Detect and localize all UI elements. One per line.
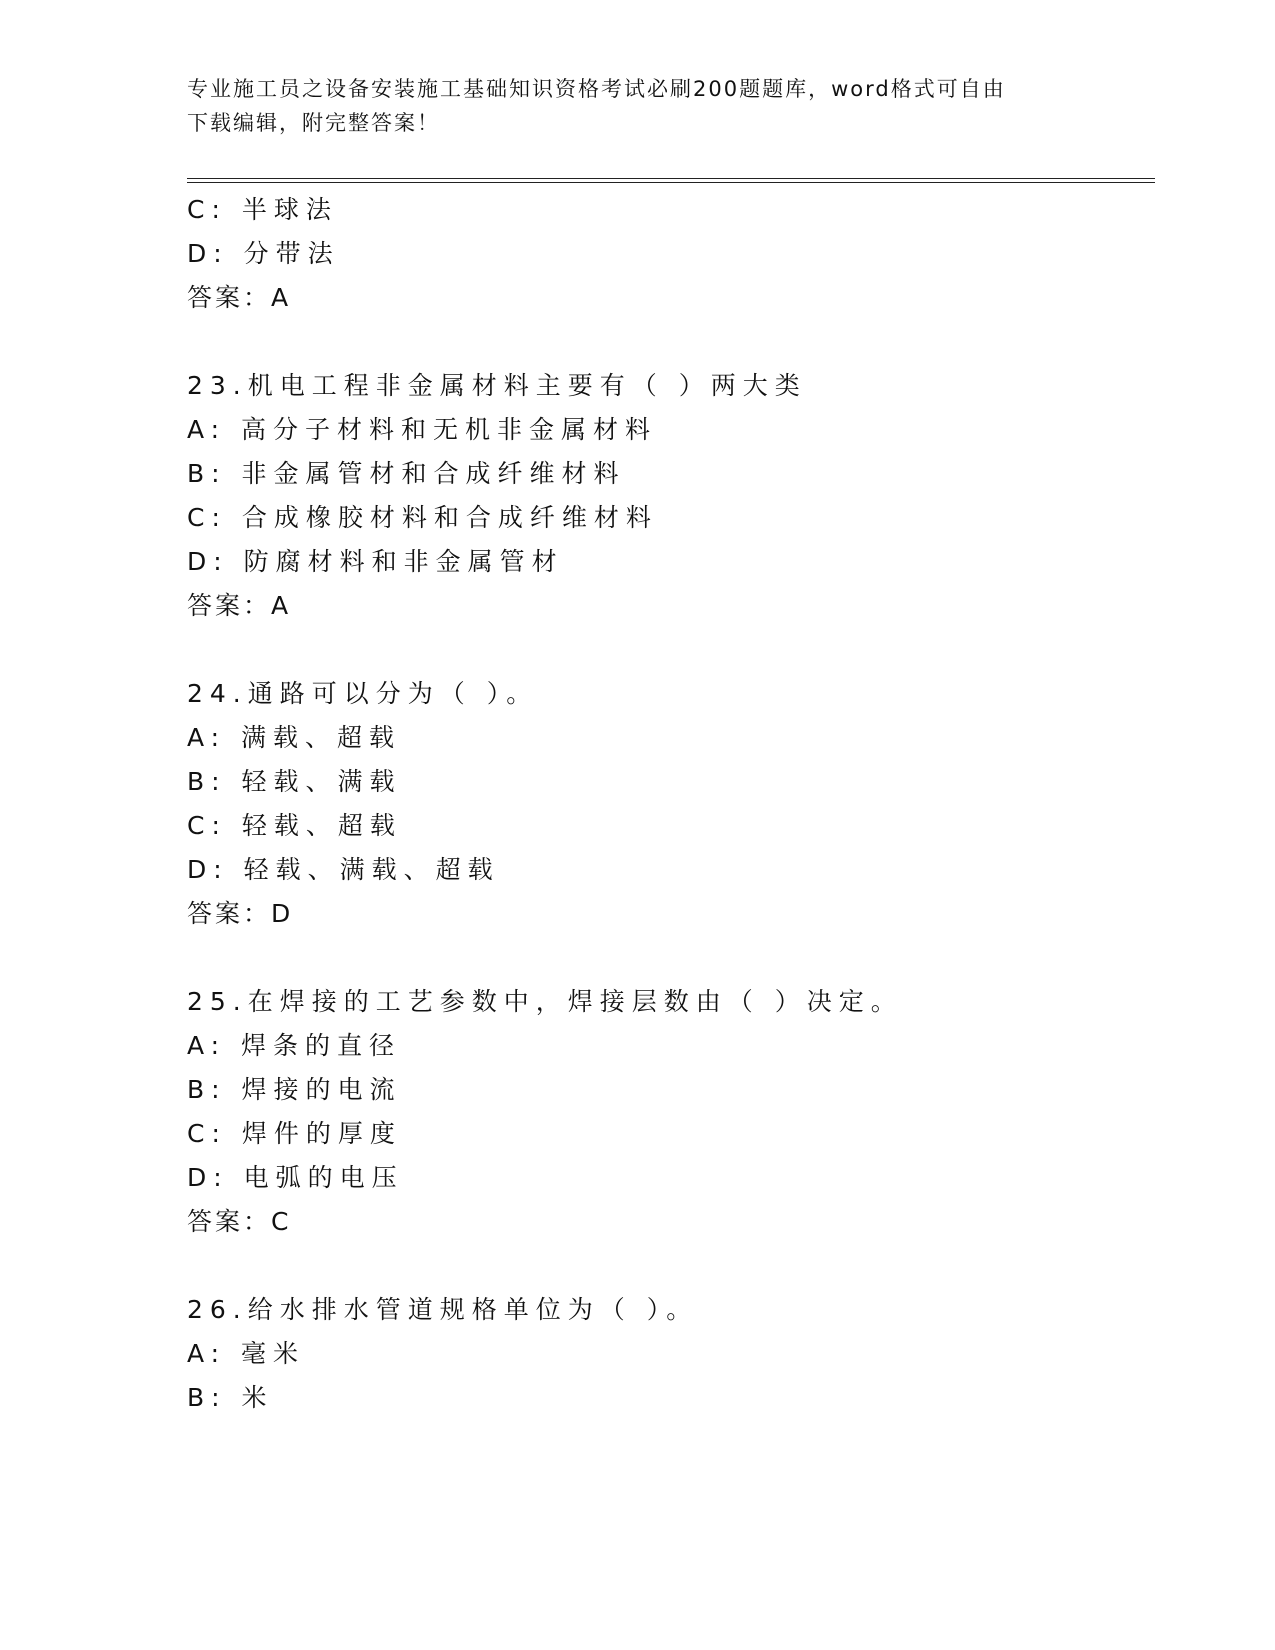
q25-option-c: C: 焊件的厚度	[187, 1119, 402, 1148]
q22-option-c: C: 半球法	[187, 195, 338, 224]
q24-option-d: D: 轻载、满载、超载	[187, 855, 500, 884]
q25-answer: 答案：C	[187, 1207, 292, 1236]
q22-answer: 答案：A	[187, 283, 292, 312]
q26-option-a: A: 毫米	[187, 1339, 306, 1368]
q23-option-b: B: 非金属管材和合成纤维材料	[187, 459, 626, 488]
q25-option-b: B: 焊接的电流	[187, 1075, 402, 1104]
q24-option-c: C: 轻载、超载	[187, 811, 402, 840]
q25-option-a: A: 焊条的直径	[187, 1031, 402, 1060]
q23-option-a: A: 高分子材料和无机非金属材料	[187, 415, 658, 444]
header-divider-top	[187, 178, 1155, 179]
q23-title: 23.机电工程非金属材料主要有（ ）两大类	[187, 371, 807, 400]
q22-option-d: D: 分带法	[187, 239, 340, 268]
q24-option-b: B: 轻载、满载	[187, 767, 402, 796]
q25-title: 25.在焊接的工艺参数中，焊接层数由（ ）决定。	[187, 987, 903, 1016]
q23-answer: 答案：A	[187, 591, 292, 620]
q24-answer: 答案：D	[187, 899, 294, 928]
q23-option-d: D: 防腐材料和非金属管材	[187, 547, 564, 576]
q26-title: 26.给水排水管道规格单位为（ ）。	[187, 1295, 699, 1324]
header-line-2: 下载编辑，附完整答案！	[187, 111, 440, 135]
q24-title: 24.通路可以分为（ ）。	[187, 679, 539, 708]
q26-option-b: B: 米	[187, 1383, 274, 1412]
q25-option-d: D: 电弧的电压	[187, 1163, 404, 1192]
header-line-1: 专业施工员之设备安装施工基础知识资格考试必刷200题题库，word格式可自由	[187, 77, 1006, 101]
q23-option-c: C: 合成橡胶材料和合成纤维材料	[187, 503, 658, 532]
q24-option-a: A: 满载、超载	[187, 723, 402, 752]
header-divider-bottom	[187, 182, 1155, 183]
document-header	[187, 72, 1087, 140]
